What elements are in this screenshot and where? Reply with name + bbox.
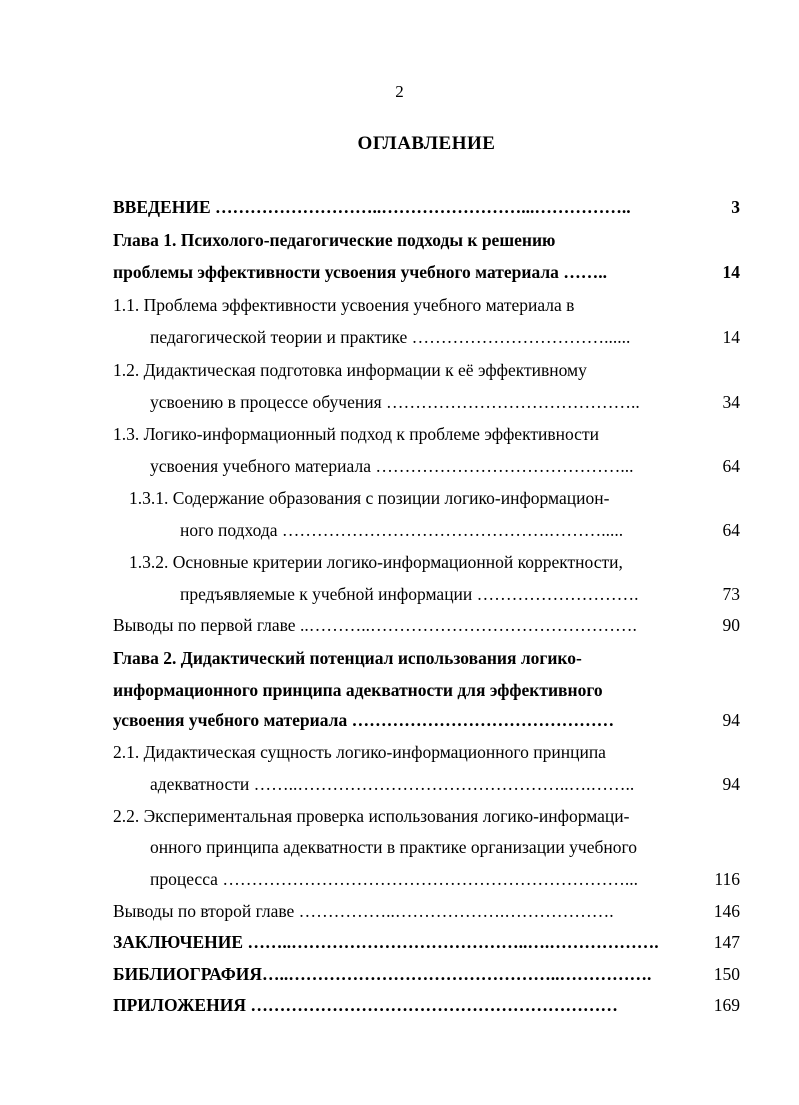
- toc-entry: [0, 354, 740, 386]
- toc-entry: [0, 958, 740, 990]
- toc-text: ПРИЛОЖЕНИЯ ………………………………………………………: [113, 995, 618, 1015]
- toc-page: 169: [713, 995, 740, 1015]
- toc-text: усвоению в процессе обучения ……………………………………..: [150, 392, 640, 412]
- toc-text: Выводы по второй главе ……………..……………….……………….: [113, 901, 614, 921]
- toc-text: 2.1. Дидактическая сущность логико-информационного принципа: [113, 742, 606, 762]
- toc-entry: [0, 578, 740, 610]
- toc-page: 116: [714, 869, 740, 889]
- toc-page: 94: [722, 774, 740, 794]
- toc-text: Выводы по первой главе ..………..……………………………………….: [113, 615, 637, 635]
- toc-text: 1.3.2. Основные критерии логико-информационной корректности,: [129, 552, 623, 572]
- toc-text: 1.2. Дидактическая подготовка информации к её эффективному: [113, 360, 587, 380]
- toc-text: процесса ……………………………………………………………...: [150, 869, 638, 889]
- toc-entry: [0, 736, 740, 768]
- toc-text: 1.3.1. Содержание образования с позиции логико-информацион-: [129, 488, 610, 508]
- toc-text: усвоения учебного материала ……………………………………...: [150, 456, 634, 476]
- toc-text: 1.3. Логико-информационный подход к проблеме эффективности: [113, 424, 599, 444]
- toc-page: 34: [722, 392, 740, 412]
- toc-entry: [0, 224, 740, 256]
- toc-page: 73: [722, 584, 740, 604]
- page-title: ОГЛАВЛЕНИЕ: [357, 133, 496, 154]
- toc-entry: [0, 418, 740, 450]
- toc-text: 1.1. Проблема эффективности усвоения учебного материала в: [113, 295, 575, 315]
- toc-text: Глава 2. Дидактический потенциал использования логико-: [113, 648, 582, 668]
- toc-page: 64: [722, 456, 740, 476]
- toc-text: усвоения учебного материала ………………………………………: [113, 710, 615, 730]
- toc-page: 14: [722, 262, 740, 282]
- toc-entry: [0, 609, 740, 641]
- toc-entry: [0, 514, 740, 546]
- toc-page: 90: [722, 615, 740, 635]
- toc-text: информационного принципа адекватности для эффективного: [113, 680, 603, 700]
- toc-page: 147: [713, 932, 740, 952]
- toc-entry: [0, 289, 740, 321]
- toc-page: 3: [731, 197, 740, 217]
- toc-text: проблемы эффективности усвоения учебного материала ……..: [113, 262, 608, 282]
- toc-entry: [0, 482, 740, 514]
- toc-entry: [0, 546, 740, 578]
- toc-page: 150: [713, 964, 740, 984]
- toc-entry: [0, 831, 740, 863]
- toc-entry: [0, 768, 740, 800]
- toc-entry: [0, 386, 740, 418]
- toc-text: онного принципа адекватности в практике организации учебного: [150, 837, 637, 857]
- toc-entry: [0, 642, 740, 674]
- toc-text: ЗАКЛЮЧЕНИЕ ……..…………………………………..….……………….: [113, 932, 659, 952]
- toc-entry: [0, 989, 740, 1021]
- toc-text: предъявляемые к учебной информации ……………………….: [180, 584, 639, 604]
- toc-page: 146: [713, 901, 740, 921]
- toc-entry: [0, 256, 740, 288]
- toc-entry: [0, 863, 740, 895]
- toc-text: 2.2. Экспериментальная проверка использования логико-информаци-: [113, 806, 630, 826]
- toc-text: педагогической теории и практике ……………………………......: [150, 327, 631, 347]
- toc-entry: [0, 191, 740, 223]
- toc-entry: [0, 321, 740, 353]
- toc-entry: [0, 926, 740, 958]
- toc-text: ного подхода ……………………………………….……….....: [180, 520, 624, 540]
- toc-entry: [0, 674, 740, 706]
- toc-text: БИБЛИОГРАФИЯ…..………………………………………..…………….: [113, 964, 652, 984]
- toc-text: адекватности ……..………………………………………..….……..: [150, 774, 635, 794]
- toc-entry: [0, 704, 740, 736]
- toc-page: 14: [722, 327, 740, 347]
- toc-entry: [0, 895, 740, 927]
- toc-entry: [0, 800, 740, 832]
- toc-text: Глава 1. Психолого-педагогические подходы к решению: [113, 230, 556, 250]
- toc-page: 64: [722, 520, 740, 540]
- page-number: 2: [395, 82, 404, 101]
- toc-entry: [0, 450, 740, 482]
- toc-text: ВВЕДЕНИЕ ………………………..……………………...……………..: [113, 197, 631, 217]
- toc-page: 94: [722, 710, 740, 730]
